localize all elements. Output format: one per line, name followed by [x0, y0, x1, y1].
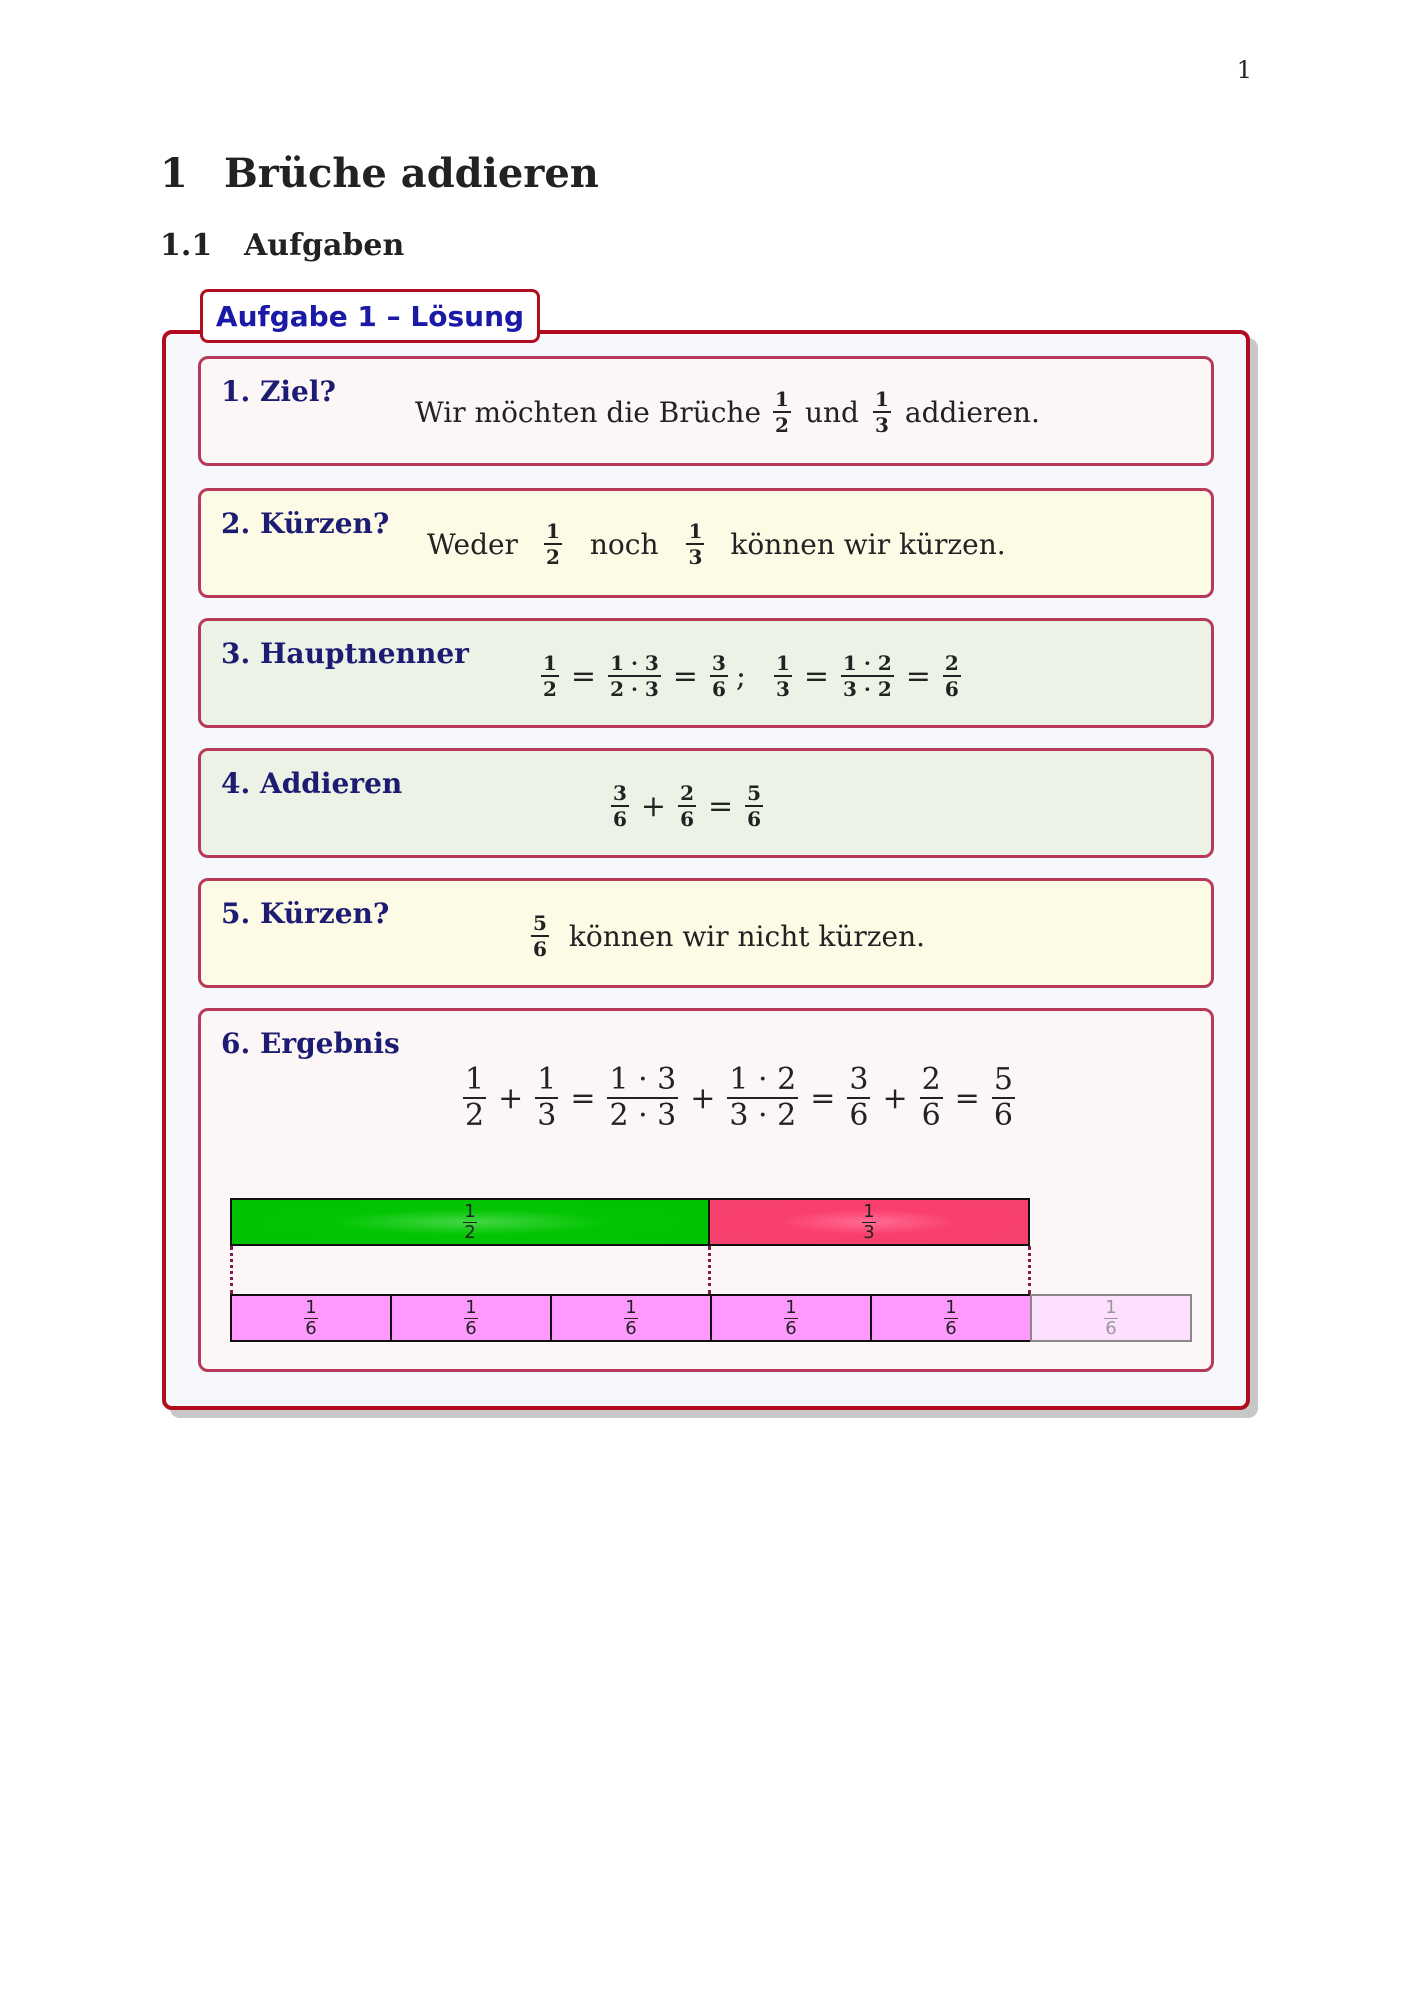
fraction: $\frac{3}{6}$ — [613, 781, 627, 831]
result-equation — [459, 1062, 1019, 1133]
fraction: $\frac{1 \cdot 3}{2 \cdot 3}$ — [610, 651, 659, 701]
operator: + — [498, 1080, 524, 1116]
step-reduce — [198, 488, 1214, 598]
fraction: $\frac{1}{3}$ — [688, 519, 703, 569]
section-heading — [160, 150, 599, 197]
step-content — [537, 653, 965, 699]
fraction: $\frac{2}{6}$ — [680, 781, 694, 831]
bar-sixth: $\frac{1}{6}$ — [230, 1294, 392, 1342]
step-label: 6. Ergebnis — [221, 1027, 400, 1060]
fraction: $\frac{1}{3}$ — [775, 651, 790, 701]
text: Wir möchten die Brüche — [415, 395, 762, 429]
fraction: $\frac{1}{3}$ — [537, 1062, 557, 1133]
operator: = — [954, 1080, 980, 1116]
text: addieren. — [904, 395, 1040, 429]
fraction: $\frac{1}{2}$ — [545, 519, 560, 569]
fraction: $\frac{1}{2}$ — [775, 387, 789, 437]
fraction: $\frac{2}{6}$ — [921, 1062, 941, 1133]
bar-sixth-empty: $\frac{1}{6}$ — [1030, 1294, 1192, 1342]
bar-one-third — [708, 1198, 1030, 1246]
text: Weder — [427, 527, 518, 561]
fraction: $\frac{1 \cdot 2}{3 \cdot 2}$ — [843, 651, 892, 701]
subsection-heading — [160, 228, 404, 263]
dotted-guide — [708, 1246, 711, 1294]
bar-sixth: $\frac{1}{6}$ — [390, 1294, 552, 1342]
section-title: Brüche addieren — [224, 150, 599, 197]
text: können wir kürzen. — [730, 527, 1006, 561]
bar-sixth: $\frac{1}{6}$ — [870, 1294, 1032, 1342]
bar-sixth: $\frac{1}{6}$ — [550, 1294, 712, 1342]
step-content — [607, 783, 767, 829]
text: noch — [589, 527, 659, 561]
fraction: $\frac{1}{2}$ — [465, 1062, 485, 1133]
bar-one-half — [230, 1198, 710, 1246]
equals: = — [672, 658, 698, 694]
separator: ; — [735, 658, 746, 694]
step-content — [415, 389, 1050, 435]
plus: + — [640, 788, 667, 824]
operator: + — [690, 1080, 716, 1116]
step-reduce-result — [198, 878, 1214, 988]
bar-sixth: $\frac{1}{6}$ — [710, 1294, 872, 1342]
subsection-title: Aufgaben — [244, 228, 405, 263]
step-label: 5. Kürzen? — [221, 897, 390, 930]
step-goal — [198, 356, 1214, 466]
fraction-bar-diagram — [230, 1198, 1194, 1358]
operator: = — [570, 1080, 596, 1116]
dotted-guide — [230, 1246, 233, 1294]
fraction: $\frac{5}{6}$ — [993, 1062, 1013, 1133]
equals: = — [570, 658, 597, 694]
equals: = — [905, 658, 931, 694]
fraction: $\frac{1 \cdot 2}{3 \cdot 2}$ — [729, 1062, 797, 1133]
step-common-denominator — [198, 618, 1214, 728]
equals: = — [803, 658, 830, 694]
fraction: $\frac{1}{2}$ — [543, 651, 557, 701]
fraction: $\frac{3}{6}$ — [849, 1062, 869, 1133]
step-content — [427, 521, 1016, 567]
fraction: $\frac{5}{6}$ — [747, 781, 762, 831]
step-label: 3. Hauptnenner — [221, 637, 469, 670]
step-label: 2. Kürzen? — [221, 507, 390, 540]
dotted-guide — [1028, 1246, 1031, 1294]
fraction: $\frac{1}{2}$ — [464, 1200, 476, 1243]
section-number: 1 — [160, 150, 188, 197]
operator: + — [882, 1080, 908, 1116]
fraction: $\frac{1}{3}$ — [863, 1200, 875, 1243]
fraction: $\frac{1 \cdot 3}{2 \cdot 3}$ — [609, 1062, 677, 1133]
fraction: $\frac{1}{3}$ — [874, 387, 889, 437]
equals: = — [707, 788, 734, 824]
step-label: 4. Addieren — [221, 767, 403, 800]
box-title: Aufgabe 1 – Lösung — [200, 289, 540, 343]
subsection-number: 1.1 — [160, 228, 213, 263]
page-number: 1 — [1236, 56, 1252, 84]
fraction: $\frac{3}{6}$ — [711, 651, 726, 701]
step-add — [198, 748, 1214, 858]
step-content — [527, 913, 935, 959]
fraction: $\frac{5}{6}$ — [533, 911, 547, 961]
operator: = — [810, 1080, 836, 1116]
text: können wir nicht kürzen. — [568, 919, 926, 953]
step-label: 1. Ziel? — [221, 375, 336, 408]
text: und — [804, 395, 859, 429]
fraction: $\frac{2}{6}$ — [944, 651, 959, 701]
